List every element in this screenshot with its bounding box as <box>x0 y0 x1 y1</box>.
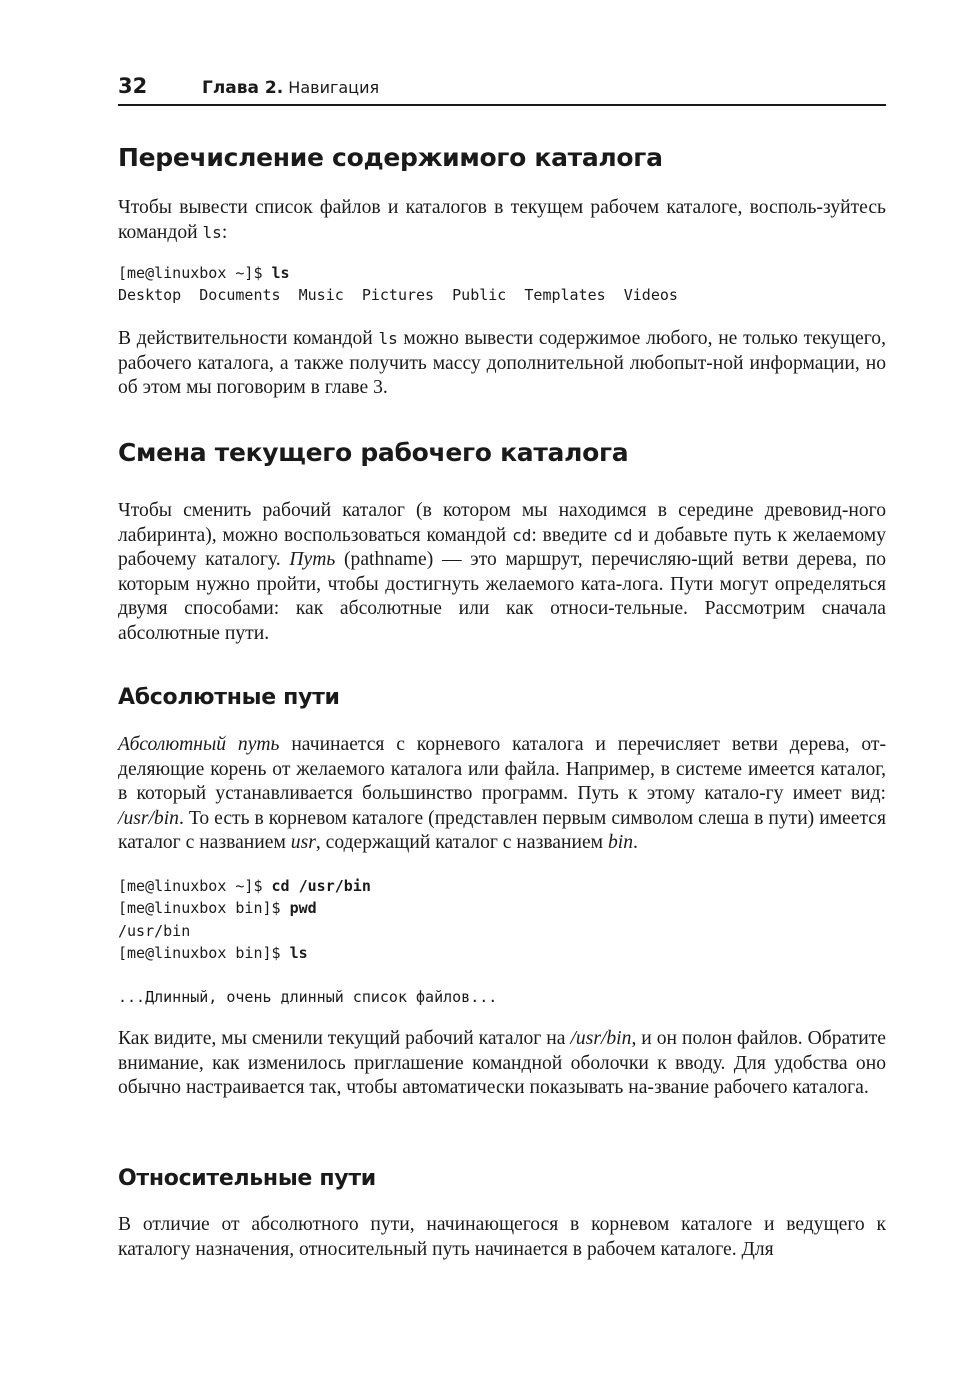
section-title-listing: Перечисление содержимого каталога <box>118 143 663 172</box>
code-prompt: [me@linuxbox bin]$ <box>118 899 290 918</box>
code-output: /usr/bin <box>118 921 191 940</box>
text-span: В действительности командой <box>118 328 379 349</box>
code-command: ls <box>289 943 308 962</box>
term-italic: Абсолютный путь <box>118 734 280 755</box>
text-span: . <box>633 832 638 854</box>
text-span: , и он полон файлов. Обратите внимание, как изменилось приглашение командной оболочки к вводу. Для удобства оно обычно настраивается так, чтобы автоматически показывать на-звание рабочего каталога. <box>118 1028 886 1099</box>
page-number: 32 <box>118 74 148 98</box>
subsection-title-relative: Относительные пути <box>118 1166 376 1191</box>
paragraph-listing-intro <box>118 196 886 245</box>
term-italic: Путь <box>289 549 336 571</box>
path-italic: bin <box>607 832 634 854</box>
code-note: ...Длинный, очень длинный список файлов... <box>118 988 498 1006</box>
code-block-cd <box>118 875 371 964</box>
code-block-ls <box>118 262 678 307</box>
code-prompt: [me@linuxbox ~]$ <box>118 264 272 282</box>
text-span: : <box>221 221 228 243</box>
text-span: Чтобы вывести список файлов и каталогов в текущем рабочем каталоге, восполь-зуйтесь командой <box>118 197 886 243</box>
code-command: cd /usr/bin <box>271 877 371 895</box>
running-header <box>118 72 886 106</box>
code-prompt: [me@linuxbox ~]$ <box>118 877 272 895</box>
paragraph-ls-more <box>118 327 886 401</box>
text-span: Как видите, мы сменили текущий рабочий каталог на <box>118 1028 571 1049</box>
paragraph-absolute <box>118 733 886 856</box>
code-output: Desktop Documents Music Pictures Public Templates Videos <box>118 286 678 305</box>
inline-code: cd <box>512 525 532 545</box>
text-span: . То есть в корневом каталоге (представлен первым символом слеша в пути) имеется каталог с названием <box>118 807 886 854</box>
code-command: pwd <box>289 899 317 918</box>
paragraph-relative: В отличие от абсолютного пути, начинающегося в корневом каталоге и ведущего к каталогу назначения, относительный путь начинается в рабочем каталоге. Для <box>118 1214 886 1260</box>
chapter-title: Навигация <box>288 78 380 97</box>
inline-code: ls <box>378 329 398 348</box>
path-italic: /usr/bin <box>118 807 179 829</box>
text-span: : введите <box>531 524 614 546</box>
text-span: Чтобы сменить рабочий каталог (в котором мы находимся в середине древовид-ного лабиринта), можно воспользоваться командой <box>118 500 886 546</box>
inline-code: cd <box>613 525 633 545</box>
code-prompt: [me@linuxbox bin]$ <box>118 943 290 962</box>
subsection-title-absolute: Абсолютные пути <box>118 685 340 710</box>
inline-code: ls <box>202 222 222 242</box>
text-span: (pathname) — это маршрут, перечисляю-щий ветви дерева, по которым нужно пройти, чтобы достигнуть желаемого ката-лога. Пути могут определяться двумя способами: как абсолютные или как относи-тельные. Рассмотрим сначала абсолютные пути. <box>118 549 887 644</box>
text-span: можно вывести содержимое любого, не только текущего, рабочего каталога, а также получить массу дополнительной любопыт-ной информации, но об этом мы поговорим в главе 3. <box>118 328 886 399</box>
section-title-change-dir: Смена текущего рабочего каталога <box>118 438 629 467</box>
code-command: ls <box>271 264 290 282</box>
text-span: начинается с корневого каталога и перечисляет ветви дерева, от-деляющие корень от желаемого каталога или файла. Например, в системе имеется каталог, в который устанавливается большинство программ. Путь к этому катало-гу имеет вид: <box>118 734 886 805</box>
text-span: и добавьте путь к желаемому рабочему каталогу. <box>118 524 886 571</box>
chapter-label: Глава 2. <box>202 78 284 98</box>
path-italic: usr <box>290 832 316 854</box>
path-italic: /usr/bin <box>570 1028 632 1049</box>
paragraph-cd-result <box>118 1027 886 1101</box>
chapter-heading <box>202 78 379 98</box>
paragraph-cd-intro <box>118 499 886 647</box>
text-span: , содержащий каталог с названием <box>315 832 608 854</box>
